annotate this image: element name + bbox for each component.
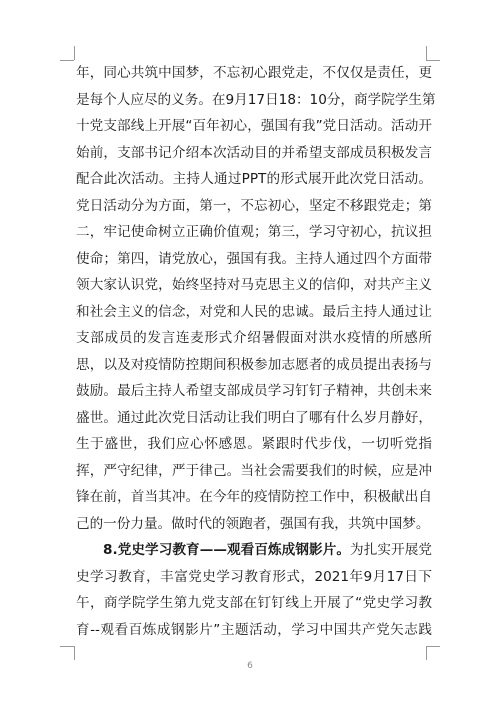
paragraph-party-day-activity bbox=[76, 60, 436, 537]
text-line: 党日活动分为方面，第一，不忘初心，坚定不移跟党走；第 bbox=[76, 197, 432, 214]
document-body bbox=[76, 60, 436, 643]
text-line: 配合此次活动。主持人通过PPT的形式展开此次党日活动。 bbox=[76, 171, 432, 187]
page-number: 6 bbox=[247, 661, 253, 671]
text-line: 史学习教育，丰富党史学习教育形式，2021年9月17日下 bbox=[76, 568, 432, 585]
text-line: 领大家认识党，始终坚持对马克思主义的信仰，对共产主义 bbox=[76, 277, 432, 293]
text-line: 使命；第四，请党放心，强国有我。主持人通过四个方面带 bbox=[76, 250, 432, 267]
text-line: 己的一份力量。做时代的领跑者，强国有我，共筑中国梦。 bbox=[76, 515, 430, 532]
text-line: 思，以及对疫情防控期间积极参加志愿者的成员提出表扬与 bbox=[76, 356, 432, 373]
text-line: 是每个人应尽的义务。在9月17日18：10分，商学院学生第 bbox=[76, 91, 436, 108]
text-fragment: 为扎实开展党 bbox=[350, 542, 432, 558]
text-line: 挥，严守纪律，严于律己。当社会需要我们的时候，应是冲 bbox=[76, 462, 432, 479]
text-line: 始前，支部书记介绍本次活动目的并希望支部成员积极发言 bbox=[76, 144, 432, 161]
text-line: 生于盛世，我们应心怀感恩。紧跟时代步伐，一切听党指 bbox=[76, 436, 432, 452]
text-line: 盛世。通过此次党日活动让我们明白了哪有什么岁月静好， bbox=[76, 409, 432, 426]
crop-mark-bottom-left-vertical bbox=[74, 646, 75, 660]
text-line: 十党支部线上开展“百年初心，强国有我”党日活动。活动开 bbox=[76, 118, 432, 134]
text-line: 育--观看百炼成钢影片”主题活动，学习中国共产党矢志践 bbox=[76, 621, 432, 638]
crop-mark-bottom-right-horizontal bbox=[426, 646, 440, 647]
crop-mark-top-right-vertical bbox=[426, 46, 427, 60]
crop-mark-bottom-left-horizontal bbox=[60, 646, 74, 647]
text-line: 锋在前，首当其冲。在今年的疫情防控工作中，积极献出自 bbox=[76, 489, 432, 505]
text-line: 二，牢记使命树立正确价值观；第三，学习守初心，抗议担 bbox=[76, 224, 432, 240]
text-line: 支部成员的发言连麦形式介绍暑假面对洪水疫情的所感所 bbox=[76, 330, 432, 346]
crop-mark-top-left-vertical bbox=[74, 46, 75, 60]
text-line: 午，商学院学生第九党支部在钉钉线上开展了“党史学习教 bbox=[76, 595, 432, 611]
text-line: 年，同心共筑中国梦，不忘初心跟党走，不仅仅是责任，更 bbox=[76, 65, 432, 81]
paragraph-party-history-education bbox=[76, 537, 432, 643]
text-line-with-heading bbox=[76, 537, 432, 564]
crop-mark-top-left-horizontal bbox=[60, 60, 74, 61]
text-line: 鼓励。最后主持人希望支部成员学习钉钉子精神，共创未来 bbox=[76, 383, 432, 399]
text-line: 和社会主义的信念，对党和人民的忠诚。最后主持人通过让 bbox=[76, 303, 432, 320]
crop-mark-bottom-right-vertical bbox=[426, 646, 427, 660]
section-heading: 8.党史学习教育——观看百炼成钢影片。 bbox=[103, 542, 351, 558]
